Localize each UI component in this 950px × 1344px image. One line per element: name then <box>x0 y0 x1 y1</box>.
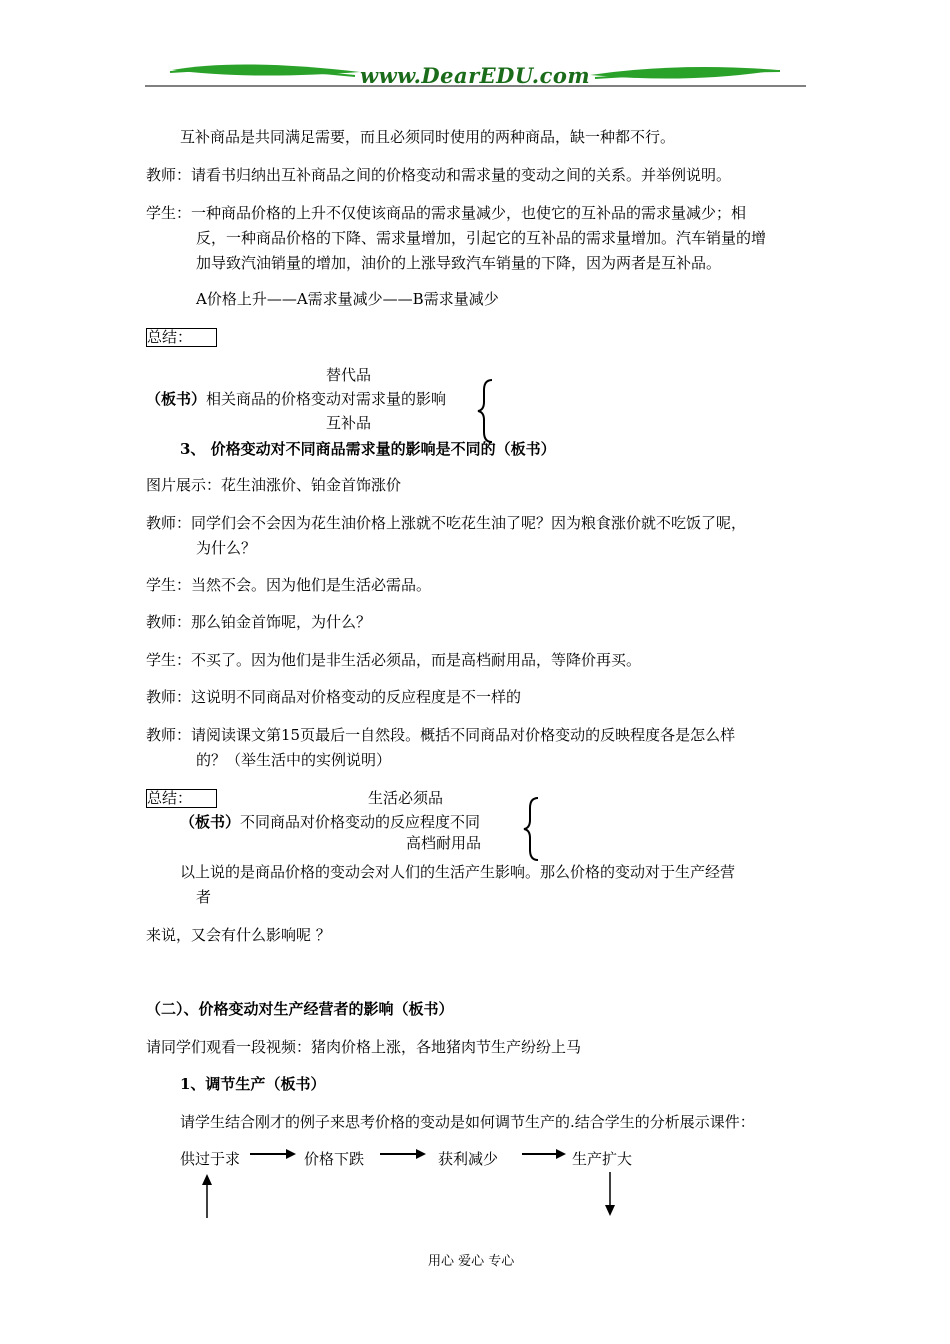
board1-label: （板书） <box>146 390 207 408</box>
para-teacher-question-4-line1: 教师：请阅读课文第15页最后一自然段。概括不同商品对价格变动的反映程度各是怎么样 <box>146 726 736 744</box>
heading-regulate-production: 1、调节生产（板书） <box>180 1075 326 1093</box>
para-student-answer-1-line3: 加导致汽油销量的增加，油价的上涨导致汽车销量的下降，因为两者是互补品。 <box>196 254 722 272</box>
board1-line <box>146 390 446 408</box>
para-student-answer-3: 学生：不买了。因为他们是非生活必须品，而是高档耐用品，等降价再买。 <box>146 651 642 669</box>
flow-node-expand: 生产扩大 <box>572 1150 633 1168</box>
para-teacher-note: 教师：这说明不同商品对价格变动的反应程度是不一样的 <box>146 688 522 706</box>
summary-label-1: 总结： <box>146 328 217 347</box>
para-courseware-intro: 请学生结合刚才的例子来思考价格的变动是如何调节生产的.结合学生的分析展示课件： <box>180 1113 755 1131</box>
para-picture-show: 图片展示：花生油涨价、铂金首饰涨价 <box>146 476 402 494</box>
para-student-answer-2: 学生：当然不会。因为他们是生活必需品。 <box>146 576 432 594</box>
board1-main: 相关商品的价格变动对需求量的影响 <box>206 390 447 408</box>
flow-node-profit-drop: 获利减少 <box>438 1150 499 1168</box>
para-transition-line1: 以上说的是商品价格的变动会对人们的生活产生影响。那么价格的变动对于生产经营 <box>180 863 736 881</box>
arrow-down-icon <box>605 1172 615 1216</box>
board2-necessities: 生活必须品 <box>368 789 444 807</box>
para-teacher-question-3: 教师：那么铂金首饰呢，为什么？ <box>146 613 372 631</box>
para-price-chain: A价格上升——A需求量减少——B需求量减少 <box>196 290 499 308</box>
board2-durables: 高档耐用品 <box>406 834 482 852</box>
flow-node-oversupply: 供过于求 <box>180 1150 241 1168</box>
board1-complements: 互补品 <box>326 414 372 432</box>
heading-section-3: 3、 价格变动对不同商品需求量的影响是不同的（板书） <box>180 440 556 458</box>
para-transition-line3: 来说，又会有什么影响呢 ？ <box>146 926 331 944</box>
para-transition-line2: 者 <box>196 888 212 906</box>
para-student-answer-1-line1: 学生：一种商品价格的上升不仅使该商品的需求量减少，也使它的互补品的需求量减少；相 <box>146 204 747 222</box>
board2-main: 不同商品对价格变动的反应程度不同 <box>240 813 481 831</box>
para-video-note: 请同学们观看一段视频：猪肉价格上涨，各地猪肉节生产纷纷上马 <box>146 1038 582 1056</box>
para-teacher-question-2-line2: 为什么？ <box>196 539 257 557</box>
arrow-right-icon <box>250 1149 296 1159</box>
para-complement-definition: 互补商品是共同满足需要，而且必须同时使用的两种商品，缺一种都不行。 <box>180 128 676 146</box>
para-teacher-question-2-line1: 教师：同学们会不会因为花生油价格上涨就不吃花生油了呢？因为粮食涨价就不吃饭了呢， <box>146 514 747 532</box>
footer-motto: 用心 爱心 专心 <box>428 1254 515 1269</box>
summary-label-2-wrap <box>146 789 217 808</box>
arrow-right-icon <box>380 1149 426 1159</box>
arrow-up-icon <box>202 1174 212 1218</box>
flow-node-price-fall: 价格下跌 <box>304 1150 365 1168</box>
para-teacher-question-1: 教师：请看书归纳出互补商品之间的价格变动和需求量的变动之间的关系。并举例说明。 <box>146 166 732 184</box>
para-teacher-question-4-line2: 的？（举生活中的实例说明） <box>196 751 392 769</box>
heading-section-b: （二）、价格变动对生产经营者的影响（板书） <box>146 1000 454 1018</box>
board2-brace <box>524 794 554 864</box>
board1-substitutes: 替代品 <box>326 366 372 384</box>
arrow-right-icon <box>522 1149 566 1159</box>
board2-label: （板书） <box>180 813 241 831</box>
summary-label-1-wrap <box>146 328 217 347</box>
site-logo: www.DearEDU.com <box>360 63 591 88</box>
para-student-answer-1-line2: 反，一种商品价格的下降、需求量增加，引起它的互补品的需求量增加。汽车销量的增 <box>196 229 767 247</box>
board1-brace <box>478 376 508 446</box>
summary-label-2: 总结： <box>146 789 217 808</box>
board2-line <box>180 813 480 831</box>
